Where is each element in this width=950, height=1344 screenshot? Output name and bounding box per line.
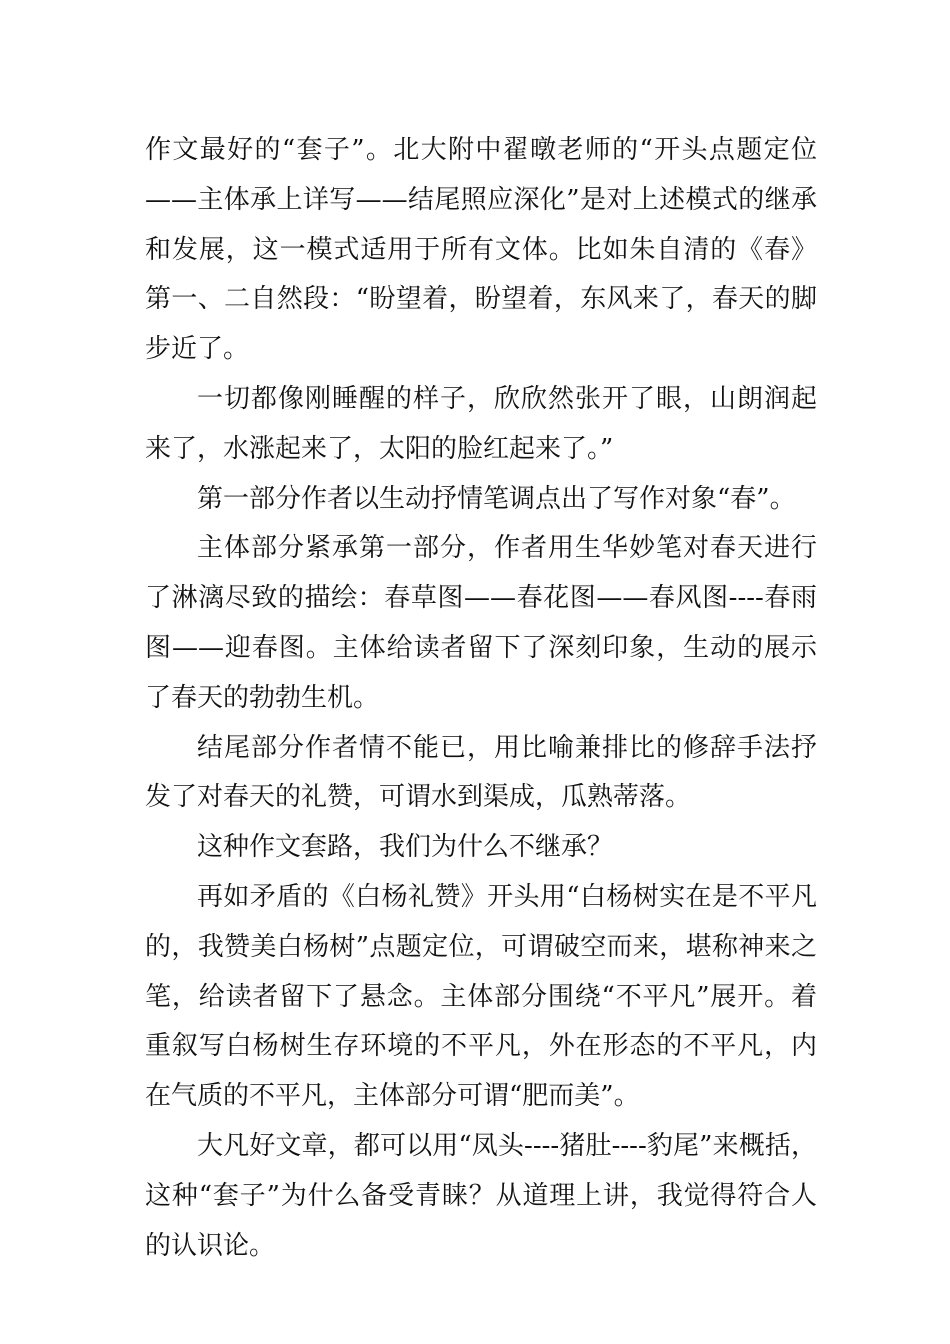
paragraph-quote-continuation: 一切都像刚睡醒的样子，欣欣然张开了眼，山朗润起来了，水涨起来了，太阳的脸红起来了。” <box>145 383 817 464</box>
paragraph-question: 这种作文套路，我们为什么不继承？ <box>197 832 614 863</box>
paragraph-main-part: 主体部分紧承第一部分，作者用生华妙笔对春天进行了淋漓尽致的描绘：春草图——春花图——春风图----春雨图——迎春图。主体给读者留下了深刻印象，生动的展示了春天的勃勃生机。 <box>145 533 817 713</box>
paragraph-conclusion: 大凡好文章，都可以用“凤头----猪肚----豹尾”来概括，这种“套子”为什么备受青睐？从道理上讲，我觉得符合人的认识论。 <box>145 1130 817 1261</box>
paragraph-first-part: 第一部分作者以生动抒情笔调点出了写作对象“春”。 <box>197 483 796 514</box>
body-text <box>145 126 817 1271</box>
paragraph-baiyang-example: 再如矛盾的《白杨礼赞》开头用“白杨树实在是不平凡的，我赞美白杨树”点题定位，可谓破空而来，堪称神来之笔，给读者留下了悬念。主体部分围绕“不平凡”展开。着重叙写白杨树生存环境的不平凡，外在形态的不平凡，内在气质的不平凡，主体部分可谓“肥而美”。 <box>145 881 817 1112</box>
paragraph-continued: 作文最好的“套子”。北大附中翟暾老师的“开头点题定位——主体承上详写——结尾照应深化”是对上述模式的继承和发展，这一模式适用于所有文体。比如朱自清的《春》第一、二自然段：“盼望着，盼望着，东风来了，春天的脚步近了。 <box>145 135 817 365</box>
paragraph-ending-part: 结尾部分作者情不能已，用比喻兼排比的修辞手法抒发了对春天的礼赞，可谓水到渠成，瓜熟蒂落。 <box>145 732 817 813</box>
